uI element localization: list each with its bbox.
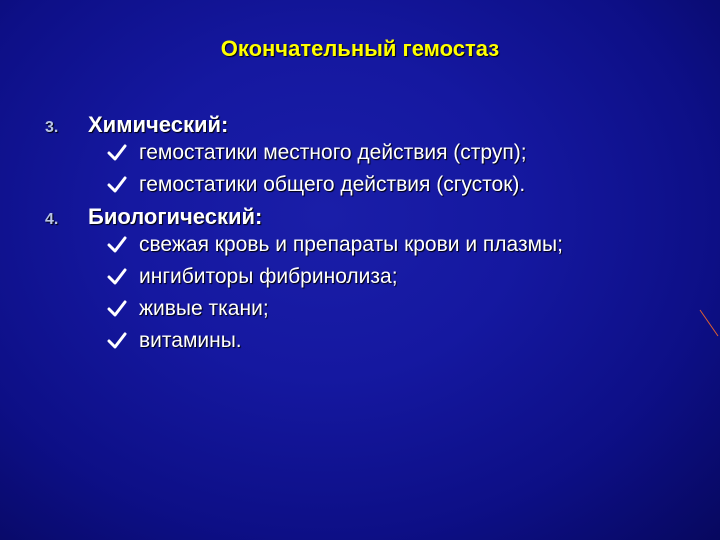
slide-title: Окончательный гемостаз: [220, 36, 500, 61]
section-title: Биологический:: [88, 204, 263, 229]
list-item: [107, 172, 700, 198]
section-title: Химический:: [88, 112, 229, 137]
list-item: [107, 264, 700, 290]
list-item: [107, 140, 700, 166]
checkmark-icon: [107, 268, 127, 286]
list-item-text: ингибиторы фибринолиза;: [139, 265, 398, 288]
checkmark-icon: [107, 176, 127, 194]
list-item-text: свежая кровь и препараты крови и плазмы;: [139, 233, 563, 256]
list-item-text: гемостатики общего действия (сгусток).: [139, 173, 526, 196]
bullet-list: [45, 140, 700, 198]
section-heading: [45, 204, 700, 230]
checkmark-icon: [107, 236, 127, 254]
list-item: [107, 296, 700, 322]
bullet-list: [45, 232, 700, 354]
list-item-text: живые ткани;: [139, 297, 269, 320]
checkmark-icon: [107, 332, 127, 350]
section-number: 4.: [45, 211, 59, 228]
list-item: [107, 328, 700, 354]
content-list: [45, 108, 700, 360]
decorative-line: [698, 308, 720, 338]
section-number: 3.: [45, 119, 59, 136]
list-item-text: витамины.: [139, 329, 242, 352]
checkmark-icon: [107, 144, 127, 162]
list-item-text: гемостатики местного действия (струп);: [139, 141, 527, 164]
section-heading: [45, 112, 700, 138]
list-item: [107, 232, 700, 258]
checkmark-icon: [107, 300, 127, 318]
